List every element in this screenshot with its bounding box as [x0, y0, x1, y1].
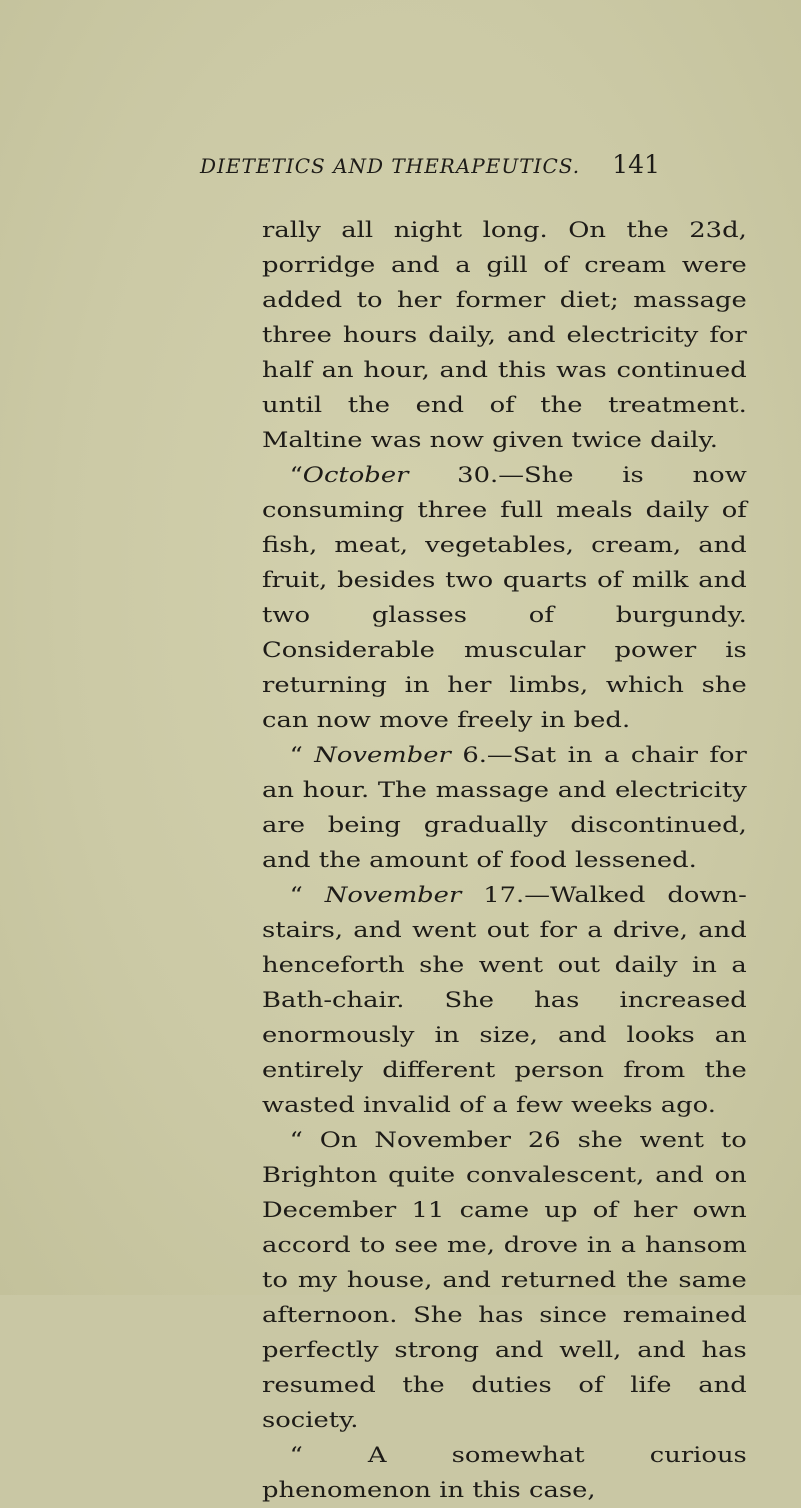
paragraph-2 — [262, 458, 747, 738]
open-quote: “ — [289, 743, 315, 768]
paragraph-4-text: 17.—Walked down-stairs, and went out for a drive, and henceforth she went out daily in a Bath-chair. She has increased enormously in size, and looks an entirely different person from the wasted invalid of a few weeks ago. — [262, 883, 747, 1118]
page-header — [200, 150, 660, 188]
paragraph-2-text: 30.—She is now consuming three full meals daily of fish, meat, vegetables, cream, and fruit, besides two quarts of milk and two glasses of burgundy. Considerable muscular power is returning in her limbs, which she can now move freely in bed. — [262, 463, 747, 733]
paragraph-5: “ On November 26 she went to Brighton quite convalescent, and on December 11 came up of her own accord to see me, drove in a hansom to my house, and returned the same afternoon. She has since remained perfectly strong and well, and has resumed the duties of life and society. — [262, 1128, 747, 1433]
paragraph-6: “ A somewhat curious phenomenon in this case, — [262, 1443, 747, 1503]
paragraph-1: rally all night long. On the 23d, porridge and a gill of cream were added to her former diet; massage three hours daily, and electricity for half an hour, and this was continued until the end of the treatment. Maltine was now given twice daily. — [262, 218, 747, 453]
page-number: 141 — [612, 150, 660, 179]
open-quote: “ — [289, 463, 303, 488]
paragraph-4 — [262, 878, 747, 1123]
date-october: October — [302, 463, 409, 488]
open-quote: “ — [289, 883, 325, 908]
date-november-17: November — [324, 883, 462, 908]
paragraph-3 — [262, 738, 747, 878]
date-november-6: November — [314, 743, 451, 768]
body-text — [262, 213, 747, 1508]
paragraph-3-text: 6.—Sat in a chair for an hour. The massage and electricity are being gradually discontinued, and the amount of food lessened. — [262, 743, 747, 873]
running-head: DIETETICS AND THERAPEUTICS. — [200, 154, 581, 178]
